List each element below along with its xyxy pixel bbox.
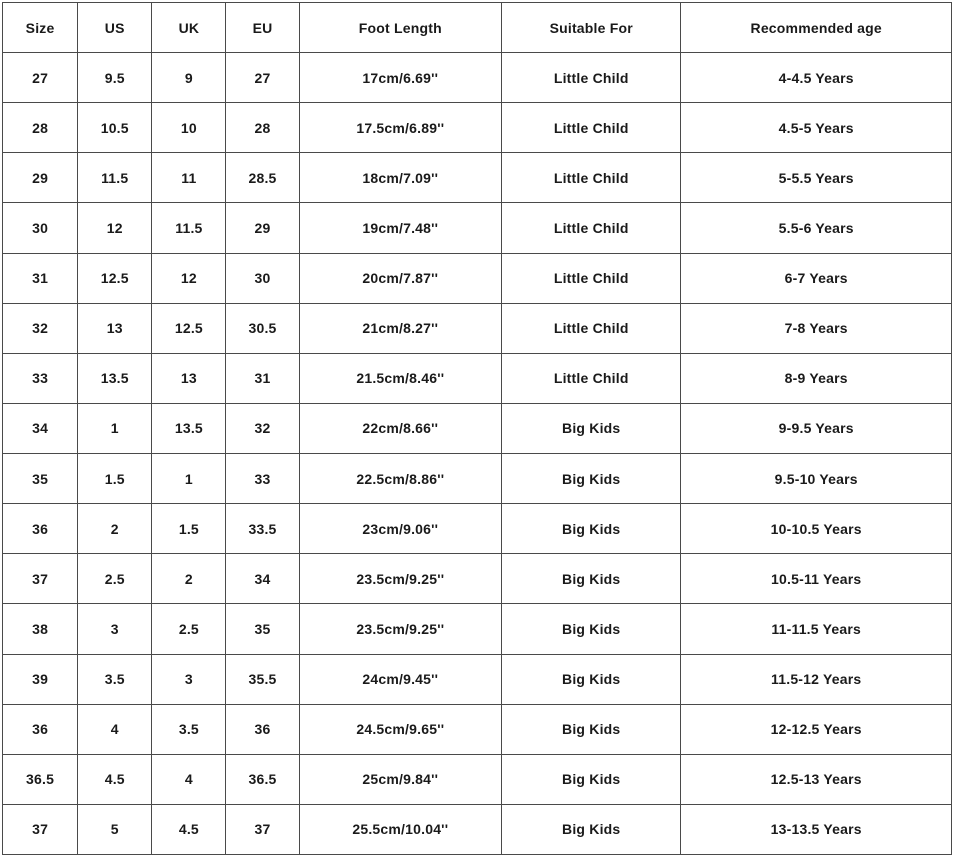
cell-foot-length: 24cm/9.45'' [299,654,501,704]
cell-size: 37 [3,554,78,604]
cell-foot-length: 20cm/7.87'' [299,253,501,303]
cell-us: 3.5 [78,654,152,704]
cell-suitable-for: Little Child [502,253,681,303]
cell-suitable-for: Little Child [502,53,681,103]
cell-foot-length: 19cm/7.48'' [299,203,501,253]
cell-uk: 4 [152,754,226,804]
cell-recommended-age: 9.5-10 Years [681,454,952,504]
table-row [3,403,952,453]
cell-us: 11.5 [78,153,152,203]
cell-recommended-age: 5.5-6 Years [681,203,952,253]
cell-recommended-age: 7-8 Years [681,303,952,353]
cell-recommended-age: 9-9.5 Years [681,403,952,453]
table-row [3,53,952,103]
cell-suitable-for: Little Child [502,153,681,203]
cell-recommended-age: 4-4.5 Years [681,53,952,103]
cell-us: 1 [78,403,152,453]
cell-suitable-for: Little Child [502,203,681,253]
cell-suitable-for: Big Kids [502,604,681,654]
cell-uk: 12.5 [152,303,226,353]
cell-us: 10.5 [78,103,152,153]
table-row [3,504,952,554]
cell-size: 34 [3,403,78,453]
cell-eu: 35.5 [226,654,299,704]
cell-foot-length: 23.5cm/9.25'' [299,554,501,604]
cell-eu: 37 [226,804,299,854]
table-row [3,454,952,504]
cell-eu: 34 [226,554,299,604]
table-row [3,704,952,754]
cell-uk: 2 [152,554,226,604]
cell-eu: 27 [226,53,299,103]
cell-eu: 32 [226,403,299,453]
table-row [3,554,952,604]
cell-eu: 29 [226,203,299,253]
cell-us: 2 [78,504,152,554]
cell-suitable-for: Little Child [502,303,681,353]
cell-suitable-for: Little Child [502,353,681,403]
cell-eu: 28.5 [226,153,299,203]
cell-eu: 31 [226,353,299,403]
cell-size: 38 [3,604,78,654]
cell-uk: 11 [152,153,226,203]
cell-size: 31 [3,253,78,303]
cell-recommended-age: 12.5-13 Years [681,754,952,804]
cell-size: 27 [3,53,78,103]
column-header-recommended-age: Recommended age [681,3,952,53]
cell-uk: 12 [152,253,226,303]
table-row [3,353,952,403]
cell-foot-length: 17cm/6.69'' [299,53,501,103]
column-header-suitable-for: Suitable For [502,3,681,53]
column-header-size: Size [3,3,78,53]
column-header-foot-length: Foot Length [299,3,501,53]
cell-size: 36 [3,704,78,754]
cell-recommended-age: 8-9 Years [681,353,952,403]
table-row [3,654,952,704]
cell-suitable-for: Big Kids [502,754,681,804]
column-header-us: US [78,3,152,53]
table-row [3,604,952,654]
cell-uk: 11.5 [152,203,226,253]
cell-suitable-for: Big Kids [502,654,681,704]
cell-us: 13.5 [78,353,152,403]
cell-us: 13 [78,303,152,353]
cell-size: 28 [3,103,78,153]
cell-uk: 3.5 [152,704,226,754]
cell-uk: 9 [152,53,226,103]
table-row [3,103,952,153]
table-body [3,53,952,855]
table-row [3,303,952,353]
cell-size: 39 [3,654,78,704]
size-chart-table [2,2,952,855]
table-row [3,754,952,804]
cell-recommended-age: 13-13.5 Years [681,804,952,854]
table-row [3,203,952,253]
cell-us: 4.5 [78,754,152,804]
cell-uk: 1.5 [152,504,226,554]
cell-uk: 10 [152,103,226,153]
cell-recommended-age: 11.5-12 Years [681,654,952,704]
cell-foot-length: 21.5cm/8.46'' [299,353,501,403]
cell-foot-length: 23.5cm/9.25'' [299,604,501,654]
table-row [3,153,952,203]
cell-us: 2.5 [78,554,152,604]
cell-foot-length: 22cm/8.66'' [299,403,501,453]
cell-uk: 13.5 [152,403,226,453]
cell-suitable-for: Big Kids [502,804,681,854]
cell-size: 29 [3,153,78,203]
cell-foot-length: 25cm/9.84'' [299,754,501,804]
cell-size: 36 [3,504,78,554]
cell-size: 37 [3,804,78,854]
cell-recommended-age: 11-11.5 Years [681,604,952,654]
cell-eu: 36 [226,704,299,754]
cell-eu: 30.5 [226,303,299,353]
cell-suitable-for: Big Kids [502,554,681,604]
cell-us: 5 [78,804,152,854]
cell-recommended-age: 6-7 Years [681,253,952,303]
cell-uk: 13 [152,353,226,403]
cell-eu: 33 [226,454,299,504]
cell-uk: 2.5 [152,604,226,654]
cell-suitable-for: Little Child [502,103,681,153]
cell-eu: 33.5 [226,504,299,554]
column-header-eu: EU [226,3,299,53]
cell-us: 3 [78,604,152,654]
cell-eu: 36.5 [226,754,299,804]
cell-recommended-age: 5-5.5 Years [681,153,952,203]
column-header-uk: UK [152,3,226,53]
cell-us: 4 [78,704,152,754]
cell-suitable-for: Big Kids [502,504,681,554]
cell-foot-length: 23cm/9.06'' [299,504,501,554]
cell-suitable-for: Big Kids [502,704,681,754]
cell-recommended-age: 4.5-5 Years [681,103,952,153]
cell-uk: 1 [152,454,226,504]
cell-eu: 28 [226,103,299,153]
cell-foot-length: 17.5cm/6.89'' [299,103,501,153]
cell-uk: 3 [152,654,226,704]
cell-size: 32 [3,303,78,353]
cell-foot-length: 22.5cm/8.86'' [299,454,501,504]
cell-us: 1.5 [78,454,152,504]
cell-size: 30 [3,203,78,253]
table-row [3,253,952,303]
cell-uk: 4.5 [152,804,226,854]
cell-eu: 30 [226,253,299,303]
cell-us: 12.5 [78,253,152,303]
cell-size: 35 [3,454,78,504]
cell-foot-length: 24.5cm/9.65'' [299,704,501,754]
cell-foot-length: 21cm/8.27'' [299,303,501,353]
cell-size: 36.5 [3,754,78,804]
cell-recommended-age: 10.5-11 Years [681,554,952,604]
cell-eu: 35 [226,604,299,654]
cell-size: 33 [3,353,78,403]
cell-recommended-age: 10-10.5 Years [681,504,952,554]
cell-us: 9.5 [78,53,152,103]
table-header-row [3,3,952,53]
cell-suitable-for: Big Kids [502,403,681,453]
cell-us: 12 [78,203,152,253]
cell-foot-length: 25.5cm/10.04'' [299,804,501,854]
cell-foot-length: 18cm/7.09'' [299,153,501,203]
table-row [3,804,952,854]
cell-suitable-for: Big Kids [502,454,681,504]
cell-recommended-age: 12-12.5 Years [681,704,952,754]
